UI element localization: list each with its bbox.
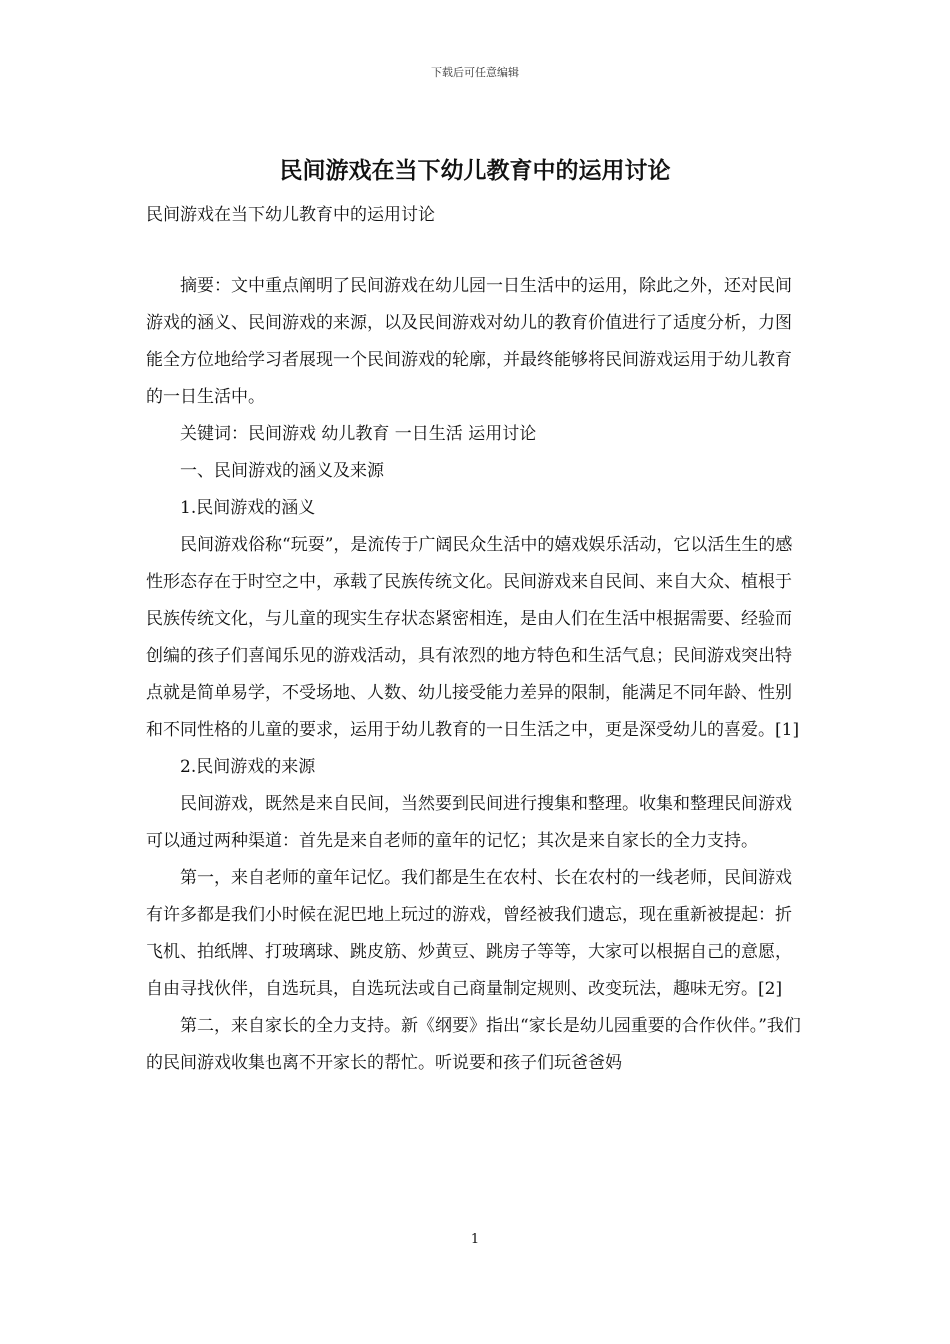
keywords-line: 关键词：民间游戏 幼儿教育 一日生活 运用讨论: [180, 424, 537, 444]
abstract-paragraph: 摘要：文中重点阐明了民间游戏在幼儿园一日生活中的运用，除此之外，还对民间游戏的涵义、民间游戏的来源，以及民间游戏对幼儿的教育价值进行了适度分析，力图能全方位地给学习者展现一个民间游戏的轮廓，并最终能够将民间游戏运用于幼儿教育的一日生活中。: [146, 276, 792, 407]
subsection-heading-1-2: 2.民间游戏的来源: [180, 757, 316, 777]
body-paragraph: 民间游戏俗称“玩耍”，是流传于广阔民众生活中的嬉戏娱乐活动，它以活生生的感性形态存在于时空之中，承载了民族传统文化。民间游戏来自民间、来自大众、植根于民族传统文化，与儿童的现实生存状态紧密相连，是由人们在生活中根据需要、经验而创编的孩子们喜闻乐见的游戏活动，具有浓烈的地方特色和生活气息；民间游戏突出特点就是简单易学，不受场地、人数、幼儿接受能力差异的限制，能满足不同年龄、性别和不同性格的儿童的要求，运用于幼儿教育的一日生活之中，更是深受幼儿的喜爱。[1]: [146, 535, 800, 740]
document-subtitle: 民间游戏在当下幼儿教育中的运用讨论: [146, 205, 435, 225]
page-number: 1: [470, 1232, 480, 1247]
body-paragraph: 第二，来自家长的全力支持。新《纲要》指出“家长是幼儿园重要的合作伙伴。”我们的民间游戏收集也离不开家长的帮忙。听说要和孩子们玩爸爸妈: [146, 1016, 801, 1073]
body-paragraph: 民间游戏，既然是来自民间，当然要到民间进行搜集和整理。收集和整理民间游戏可以通过两种渠道：首先是来自老师的童年的记忆；其次是来自家长的全力支持。: [146, 794, 792, 851]
page-header: 下载后可任意编辑: [431, 66, 519, 79]
subsection-heading-1-1: 1.民间游戏的涵义: [180, 498, 316, 518]
section-heading-1: 一、民间游戏的涵义及来源: [180, 461, 384, 481]
document-title: 民间游戏在当下幼儿教育中的运用讨论: [279, 158, 671, 184]
body-paragraph: 第一，来自老师的童年记忆。我们都是生在农村、长在农村的一线老师，民间游戏有许多都是我们小时候在泥巴地上玩过的游戏，曾经被我们遗忘，现在重新被提起：折飞机、拍纸牌、打玻璃球、跳皮筋、炒黄豆、跳房子等等，大家可以根据自己的意愿，自由寻找伙伴，自选玩具，自选玩法或自己商量制定规则、改变玩法，趣味无穷。[2]: [146, 868, 792, 999]
document-body: [146, 268, 808, 1082]
